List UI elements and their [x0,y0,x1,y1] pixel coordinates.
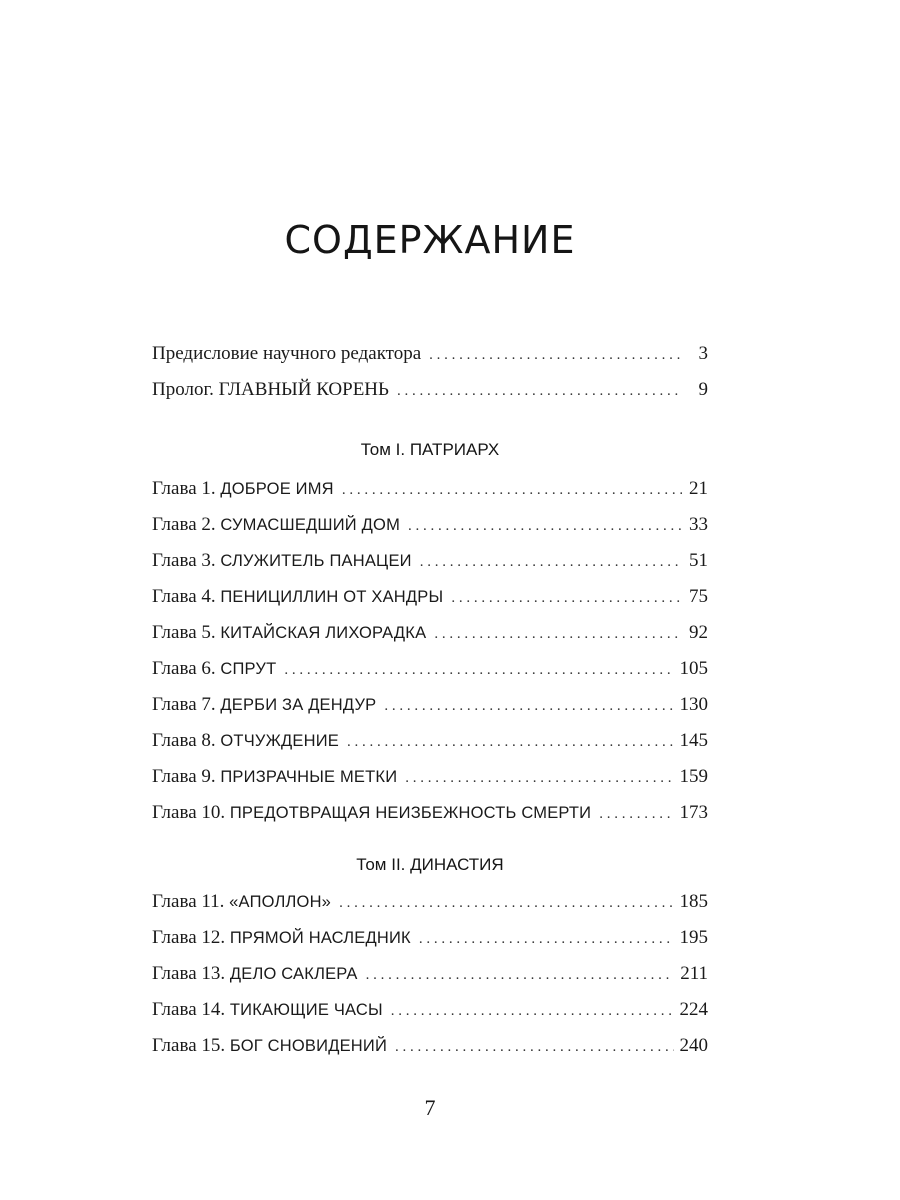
chapter-prefix: Глава 5. [152,622,216,643]
toc-page-number: 195 [679,927,708,948]
dot-leader [420,554,682,571]
volume-heading: Том II. ДИНАСТИЯ [356,855,504,874]
chapter-prefix: Глава 14. [152,999,226,1020]
toc-page-number: 75 [689,586,708,607]
front-matter-list [152,343,708,415]
chapter-title: ДОБРОЕ ИМЯ [220,480,334,498]
toc-entry-prologue [152,379,708,415]
toc-page-number: 145 [679,730,708,751]
chapter-title: СЛУЖИТЕЛЬ ПАНАЦЕИ [220,552,412,570]
toc-entry-chapter-15 [152,1035,708,1071]
toc-page-number: 173 [679,802,708,823]
dot-leader [408,518,682,535]
chapter-prefix: Глава 4. [152,586,216,607]
toc-entry-chapter-7 [152,694,708,730]
dot-leader [366,967,675,984]
toc-page-number: 185 [679,891,708,912]
toc-page-number: 159 [679,766,708,787]
dot-leader [284,662,673,679]
chapter-prefix: Глава 13. [152,963,226,984]
toc-entry-chapter-6 [152,658,708,694]
page-title: СОДЕРЖАНИЕ [284,218,576,262]
toc-entry-label: Предисловие научного редактора [152,343,422,364]
toc-entry-chapter-11 [152,891,708,927]
chapter-title: СУМАСШЕДШИЙ ДОМ [220,516,401,534]
toc-entry-chapter-2 [152,514,708,550]
chapter-prefix: Глава 11. [152,891,225,912]
chapter-title: ДЕРБИ ЗА ДЕНДУР [220,696,377,714]
chapter-title: СПРУТ [220,660,277,678]
toc-page-number: 92 [689,622,708,643]
dot-leader [419,931,674,948]
chapter-prefix: Глава 6. [152,658,216,679]
chapter-prefix: Глава 3. [152,550,216,571]
toc-entry-chapter-3 [152,550,708,586]
toc-entry-label: Пролог. ГЛАВНЫЙ КОРЕНЬ [152,379,389,400]
dot-leader [429,347,682,364]
toc-page-number: 21 [689,478,708,499]
dot-leader [599,806,673,823]
toc-entry-chapter-14 [152,999,708,1035]
toc-entry-chapter-8 [152,730,708,766]
dot-leader [384,698,673,715]
chapter-title: ОТЧУЖДЕНИЕ [220,732,339,750]
dot-leader [342,482,682,499]
toc-page-number: 240 [679,1035,708,1056]
toc-page-number: 224 [679,999,708,1020]
chapter-title: «АПОЛЛОН» [229,893,332,911]
volume-2-section [152,855,708,1071]
dot-leader [405,770,673,787]
dot-leader [339,895,673,912]
toc-page-number: 105 [679,658,708,679]
chapter-title: КИТАЙСКАЯ ЛИХОРАДКА [220,624,427,642]
toc-page-number: 33 [689,514,708,535]
chapter-prefix: Глава 10. [152,802,226,823]
chapter-title: ПЕНИЦИЛЛИН ОТ ХАНДРЫ [220,588,444,606]
chapter-prefix: Глава 7. [152,694,216,715]
chapter-title: ТИКАЮЩИЕ ЧАСЫ [229,1001,383,1019]
toc-page-number: 130 [679,694,708,715]
chapter-title: ПРЯМОЙ НАСЛЕДНИК [229,929,411,947]
dot-leader [395,1039,673,1056]
dot-leader [451,590,682,607]
dot-leader [347,734,674,751]
chapter-prefix: Глава 8. [152,730,216,751]
dot-leader [434,626,682,643]
toc-entry-chapter-9 [152,766,708,802]
toc-entry-chapter-12 [152,927,708,963]
toc-page-number: 211 [680,963,708,984]
chapter-prefix: Глава 12. [152,927,226,948]
toc-entry-chapter-4 [152,586,708,622]
chapter-prefix: Глава 1. [152,478,216,499]
chapter-prefix: Глава 15. [152,1035,226,1056]
volume-heading: Том I. ПАТРИАРХ [360,440,500,459]
chapter-prefix: Глава 2. [152,514,216,535]
toc-entry-chapter-5 [152,622,708,658]
volume-1-section [152,440,708,838]
chapter-title: ДЕЛО САКЛЕРА [229,965,358,983]
chapter-title: ПРИЗРАЧНЫЕ МЕТКИ [220,768,398,786]
toc-entry-chapter-1 [152,478,708,514]
chapter-title: ПРЕДОТВРАЩАЯ НЕИЗБЕЖНОСТЬ СМЕРТИ [229,804,592,822]
toc-page-number: 51 [689,550,708,571]
toc-entry-chapter-10 [152,802,708,838]
chapter-title: БОГ СНОВИДЕНИЙ [229,1037,388,1055]
toc-page-number: 9 [698,379,708,400]
toc-entry-preface [152,343,708,379]
dot-leader [391,1003,674,1020]
toc-page-number: 3 [698,343,708,364]
page-number: 7 [424,1095,436,1120]
dot-leader [397,383,682,400]
chapter-prefix: Глава 9. [152,766,216,787]
toc-entry-chapter-13 [152,963,708,999]
